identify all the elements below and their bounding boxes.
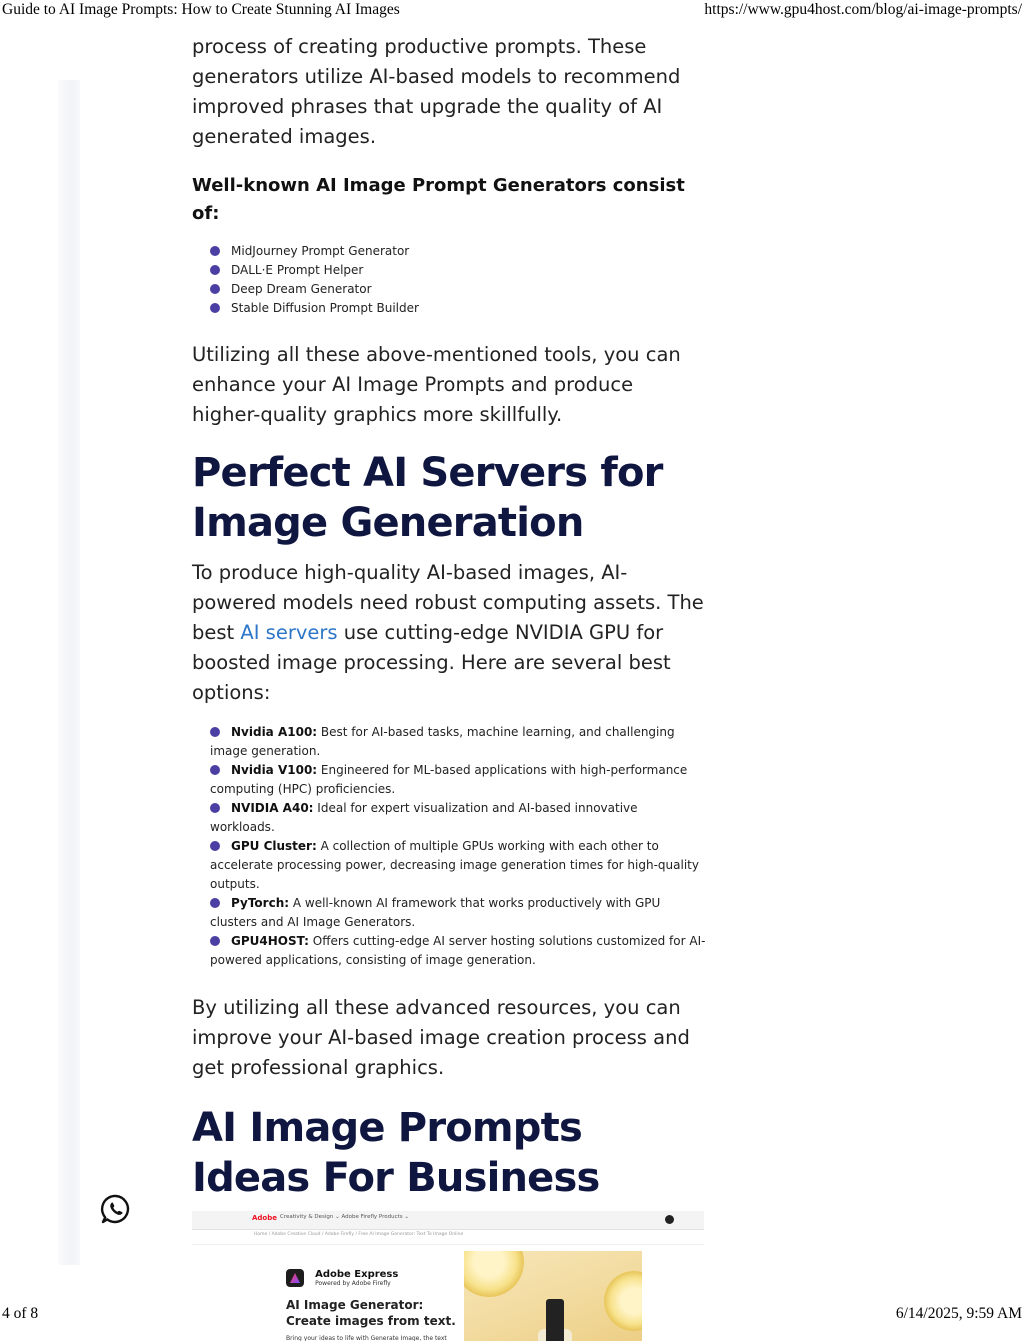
print-header-url: https://www.gpu4host.com/blog/ai-image-prompts/ [704, 1, 1022, 18]
bullet-icon [210, 841, 220, 851]
embedded-headline: AI Image Generator: Create images from text. [286, 1298, 456, 1328]
intro-cut-line: process of creating productive prompts. These [192, 35, 647, 58]
list-item: DALL·E Prompt Helper [210, 261, 706, 280]
brand-sub: Powered by Adobe Firefly [315, 1280, 391, 1287]
bullet-icon [210, 246, 220, 256]
lemon-serum-image [464, 1251, 642, 1341]
servers-list [192, 723, 706, 970]
generators-heading: Well-known AI Image Prompt Generators consist of: [192, 175, 685, 224]
print-footer [0, 1305, 1024, 1325]
bullet-icon [210, 303, 220, 313]
generators-summary: Utilizing all these above-mentioned tools, you can enhance your AI Image Prompts and produce higher-quality graphics more skillfully. [192, 343, 681, 426]
list-item: Nvidia V100: Engineered for ML-based applications with high-performance computing (HPC) proficiencies. [210, 763, 688, 796]
list-item: MidJourney Prompt Generator [210, 242, 706, 261]
servers-summary: By utilizing all these advanced resources, you can improve your AI-based image creation process and get professional graphics. [192, 996, 690, 1079]
whatsapp-icon[interactable] [100, 1193, 132, 1225]
bullet-icon [210, 898, 220, 908]
adobe-express-logo-icon [286, 1269, 304, 1287]
print-header-title: Guide to AI Image Prompts: How to Create Stunning AI Images [2, 1, 400, 18]
avatar [665, 1215, 674, 1224]
bullet-icon [210, 765, 220, 775]
print-datetime: 6/14/2025, 9:59 AM [895, 1305, 1022, 1322]
bullet-icon [210, 936, 220, 946]
page-number: 4 of 8 [2, 1305, 39, 1322]
list-item: NVIDIA A40: Ideal for expert visualization and AI-based innovative workloads. [210, 801, 638, 834]
embedded-tagline: Bring your ideas to life with Generate Image, the text [286, 1335, 447, 1341]
breadcrumb: Home / Adobe Creative Cloud / Adobe Firefly / Free AI Image Generator: Text To Image Online [192, 1230, 704, 1245]
bullet-icon [210, 727, 220, 737]
servers-heading: Perfect AI Servers for Image Generation [192, 450, 663, 546]
intro-paragraph: generators utilize AI-based models to recommend improved phrases that upgrade the quality of AI generated images. [192, 65, 681, 148]
bullet-icon [210, 284, 220, 294]
list-item: PyTorch: A well-known AI framework that works productively with GPU clusters and AI Image Generators. [210, 896, 661, 929]
embedded-nav-bar [192, 1211, 704, 1230]
article-body [192, 35, 706, 1341]
brand-name: Adobe Express [315, 1269, 399, 1280]
sidebar-shadow [58, 80, 80, 1265]
bullet-icon [210, 265, 220, 275]
servers-intro: To produce high-quality AI-based images, AI-powered models need robust computing assets. The best AI servers use cutting-edge NVIDIA GPU for boosted image processing. Here are several best options: [192, 561, 704, 704]
generators-list [192, 242, 706, 318]
list-item: GPU Cluster: A collection of multiple GPUs working with each other to accelerate processing power, decreasing image generation times for high-quality outputs. [210, 839, 699, 891]
adobe-logo: Adobe [252, 1214, 277, 1222]
list-item: Deep Dream Generator [210, 280, 706, 299]
print-header [0, 0, 1024, 22]
list-item: Stable Diffusion Prompt Builder [210, 299, 706, 318]
ai-servers-link[interactable]: AI servers [240, 621, 338, 644]
list-item: Nvidia A100: Best for AI-based tasks, machine learning, and challenging image generation. [210, 725, 675, 758]
list-item: GPU4HOST: Offers cutting-edge AI server hosting solutions customized for AI-powered applications, consisting of image generation. [210, 934, 706, 967]
embedded-nav: Creativity & Design ⌄ Adobe Firefly Products ⌄ [280, 1214, 410, 1220]
bullet-icon [210, 803, 220, 813]
ideas-heading: AI Image Prompts Ideas For Business [192, 1105, 600, 1201]
